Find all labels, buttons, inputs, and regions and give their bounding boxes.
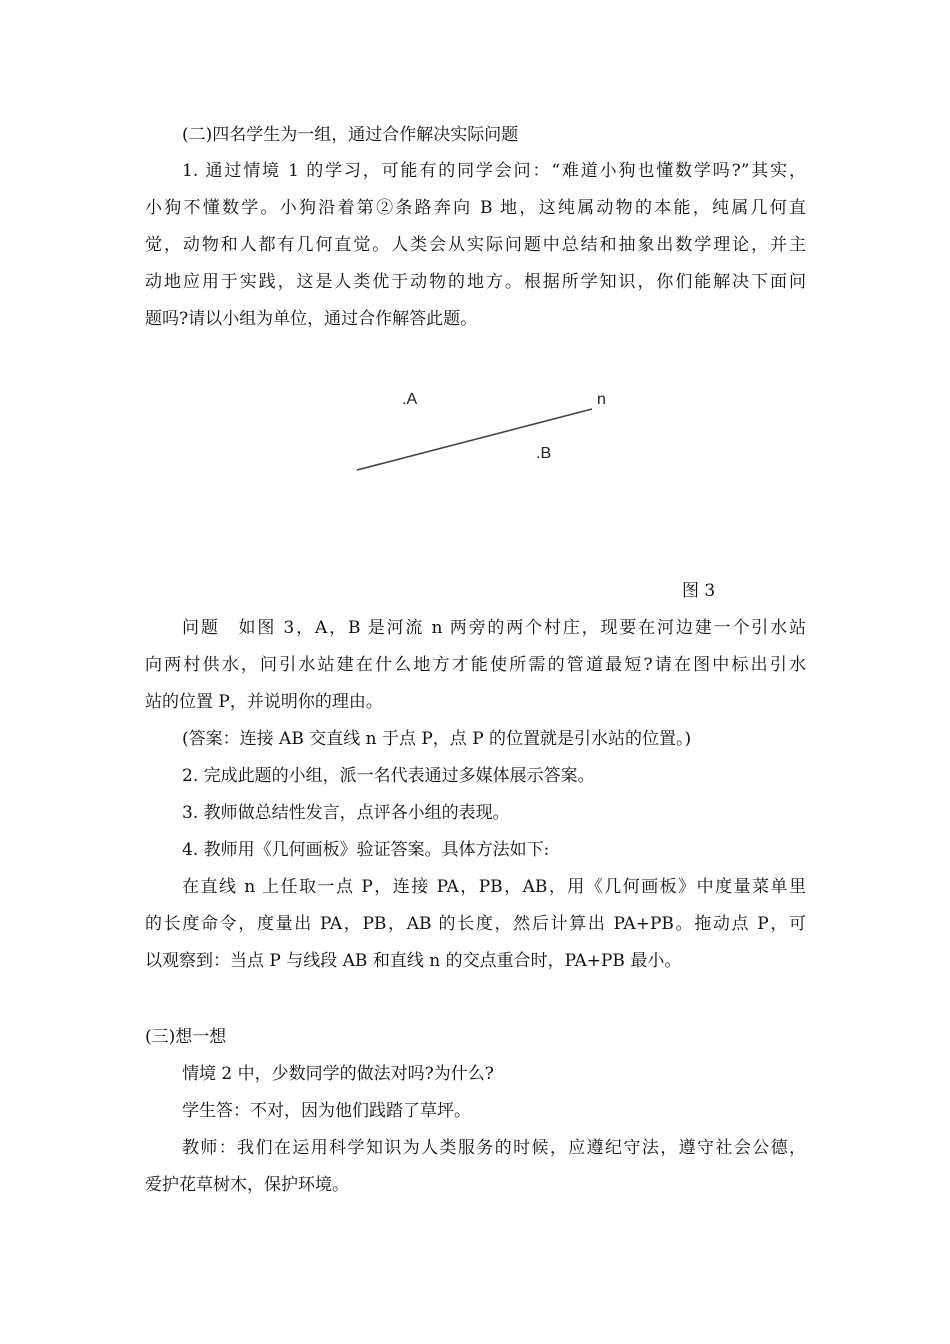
- answer-text: (答案：连接 AB 交直线 n 于点 P，点 P 的位置就是引水站的位置。): [182, 729, 692, 749]
- teacher-remark: 教师：我们在运用科学知识为人类服务的时候，应遵纪守法，遵守社会公德，: [182, 1138, 806, 1158]
- section-heading: (二)四名学生为一组，通过合作解决实际问题: [182, 125, 519, 145]
- method-line: 在直线 n 上任取一点 P，连接 PA，PB，AB，用《几何画板》中度量菜单里: [182, 877, 806, 897]
- point-b-label: .B: [536, 445, 552, 462]
- paragraph-line: 1. 通过情境 1 的学习，可能有的同学会问：“难道小狗也懂数学吗?”其实，: [182, 161, 806, 181]
- paragraph-line: 觉，动物和人都有几何直觉。人类会从实际问题中总结和抽象出数学理论，并主: [145, 235, 806, 255]
- method-line: 的长度命令，度量出 PA，PB，AB 的长度，然后计算出 PA+PB。拖动点 P，可: [145, 914, 806, 934]
- problem-line: 问题 如图 3，A，B 是河流 n 两旁的两个村庄，现要在河边建一个引水站: [182, 618, 806, 638]
- point-a-label: .A: [402, 391, 418, 408]
- problem-line: 向两村供水，问引水站建在什么地方才能使所需的管道最短?请在图中标出引水: [145, 655, 806, 675]
- list-item: 3. 教师做总结性发言，点评各小组的表现。: [182, 803, 510, 823]
- list-item: 4. 教师用《几何画板》验证答案。具体方法如下:: [182, 840, 550, 860]
- list-item: 2. 完成此题的小组，派一名代表通过多媒体展示答案。: [182, 766, 595, 786]
- paragraph-line: 动地应用于实践，这是人类优于动物的地方。根据所学知识，你们能解决下面问: [145, 272, 806, 292]
- method-line: 以观察到：当点 P 与线段 AB 和直线 n 的交点重合时，PA+PB 最小。: [145, 951, 682, 971]
- figure-caption: 图 3: [682, 581, 716, 601]
- paragraph-line: 小狗不懂数学。小狗沿着第②条路奔向 B 地，这纯属动物的本能，纯属几何直: [145, 198, 806, 218]
- line-n-label: n: [597, 391, 606, 408]
- student-answer: 学生答：不对，因为他们践踏了草坪。: [182, 1101, 471, 1121]
- section-heading: (三)想一想: [145, 1027, 227, 1047]
- question-text: 情境 2 中，少数同学的做法对吗?为什么?: [182, 1064, 494, 1084]
- problem-line: 站的位置 P，并说明你的理由。: [145, 692, 383, 712]
- figure-3-diagram: [340, 380, 630, 490]
- teacher-remark: 爱护花草树木，保护环境。: [145, 1175, 349, 1195]
- river-line-n: [357, 409, 592, 470]
- paragraph-line: 题吗?请以小组为单位，通过合作解答此题。: [145, 309, 478, 329]
